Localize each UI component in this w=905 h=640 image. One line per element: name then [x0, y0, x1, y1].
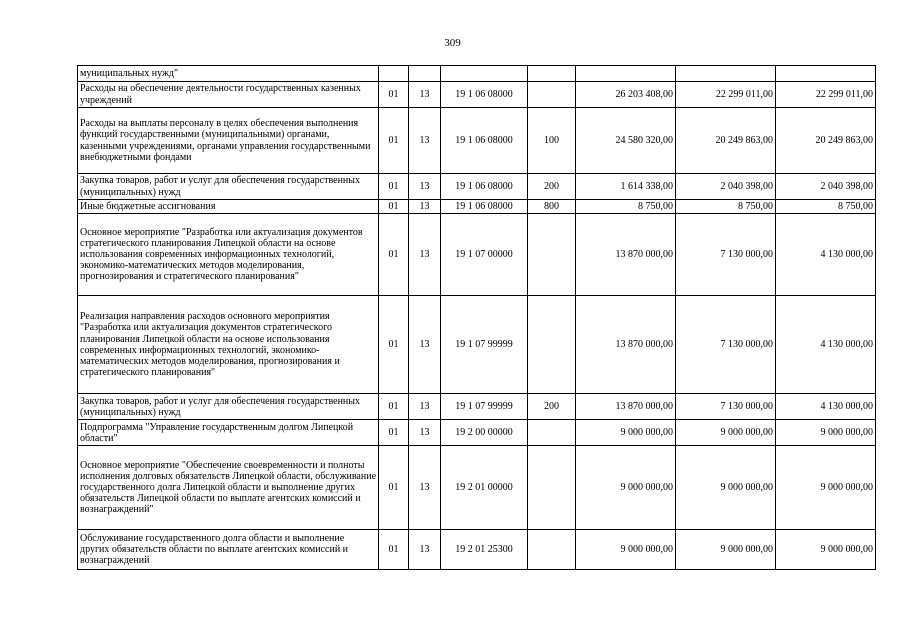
table-cell-razdel: 13 — [409, 108, 441, 174]
table-cell-razdel — [409, 66, 441, 82]
table-cell-razdel: 13 — [409, 174, 441, 200]
table-cell-ved: 01 — [379, 296, 409, 394]
table-cell-sum-year-3: 22 299 011,00 — [776, 82, 876, 108]
table-cell-sum-year-3: 2 040 398,00 — [776, 174, 876, 200]
table-cell-ved: 01 — [379, 420, 409, 446]
table-cell-sum-year-3: 20 249 863,00 — [776, 108, 876, 174]
table-cell-expense-type — [528, 530, 576, 570]
table-cell-ved — [379, 66, 409, 82]
table-cell-sum-year-1: 1 614 338,00 — [576, 174, 676, 200]
table-cell-expense-type: 200 — [528, 394, 576, 420]
table-cell-target-article: 19 1 07 00000 — [441, 214, 528, 296]
table-row — [78, 214, 876, 296]
table-row — [78, 66, 876, 82]
table-cell-expense-type — [528, 420, 576, 446]
table-row — [78, 174, 876, 200]
table-cell-sum-year-2: 20 249 863,00 — [676, 108, 776, 174]
table-row — [78, 394, 876, 420]
table-cell-expense-type — [528, 214, 576, 296]
table-cell-sum-year-2: 9 000 000,00 — [676, 446, 776, 530]
table-cell-name: Основное мероприятие "Разработка или актуализация документов стратегического планирования Липецкой области на основе использования современных информационных технологий, экономико-математических методов моделирования, прогнозирования и стратегического планирования" — [78, 214, 379, 296]
table-cell-target-article: 19 2 00 00000 — [441, 420, 528, 446]
table-cell-expense-type: 800 — [528, 200, 576, 214]
table-cell-name: Иные бюджетные ассигнования — [78, 200, 379, 214]
table-cell-ved: 01 — [379, 446, 409, 530]
table-cell-ved: 01 — [379, 108, 409, 174]
table-cell-sum-year-1: 26 203 408,00 — [576, 82, 676, 108]
table-cell-sum-year-3: 8 750,00 — [776, 200, 876, 214]
table-cell-sum-year-2 — [676, 66, 776, 82]
table-cell-target-article: 19 1 06 08000 — [441, 200, 528, 214]
table-cell-name: Расходы на выплаты персоналу в целях обеспечения выполнения функций государственными (муниципальными) органами, казенными учреждениями, органами управления государственными внебюджетными фондами — [78, 108, 379, 174]
table-cell-sum-year-1: 8 750,00 — [576, 200, 676, 214]
table-cell-sum-year-3 — [776, 66, 876, 82]
table-cell-name: Закупка товаров, работ и услуг для обеспечения государственных (муниципальных) нужд — [78, 174, 379, 200]
table-cell-sum-year-2: 7 130 000,00 — [676, 394, 776, 420]
table-cell-name: Реализация направления расходов основного мероприятия "Разработка или актуализация документов стратегического планирования Липецкой области на основе использования современных информационных технологий, экономико-математических методов моделирования, прогнозирования и стратегического планирования" — [78, 296, 379, 394]
table-cell-razdel: 13 — [409, 446, 441, 530]
table-cell-razdel: 13 — [409, 420, 441, 446]
table-cell-expense-type: 100 — [528, 108, 576, 174]
table-cell-sum-year-1: 13 870 000,00 — [576, 214, 676, 296]
table-cell-sum-year-2: 22 299 011,00 — [676, 82, 776, 108]
table-row — [78, 108, 876, 174]
table-cell-target-article: 19 1 07 99999 — [441, 394, 528, 420]
table-cell-razdel: 13 — [409, 200, 441, 214]
table-cell-sum-year-3: 9 000 000,00 — [776, 530, 876, 570]
table-cell-name: Основное мероприятие "Обеспечение своевременности и полноты исполнения долговых обязательств Липецкой области, обслуживание государственного долга Липецкой области и выполнение других обязательств Липецкой области по выплате агентских комиссий и вознаграждений" — [78, 446, 379, 530]
table-cell-name: Закупка товаров, работ и услуг для обеспечения государственных (муниципальных) нужд — [78, 394, 379, 420]
table-cell-ved: 01 — [379, 174, 409, 200]
table-cell-expense-type — [528, 82, 576, 108]
table-cell-expense-type — [528, 446, 576, 530]
table-cell-target-article: 19 2 01 00000 — [441, 446, 528, 530]
budget-table — [77, 65, 876, 570]
table-cell-sum-year-1 — [576, 66, 676, 82]
table-cell-sum-year-2: 8 750,00 — [676, 200, 776, 214]
table-cell-razdel: 13 — [409, 296, 441, 394]
table-cell-sum-year-1: 24 580 320,00 — [576, 108, 676, 174]
table-cell-name: Подпрограмма "Управление государственным долгом Липецкой области" — [78, 420, 379, 446]
page-number: 309 — [444, 37, 461, 49]
table-cell-target-article — [441, 66, 528, 82]
table-cell-razdel: 13 — [409, 214, 441, 296]
table-cell-sum-year-1: 13 870 000,00 — [576, 394, 676, 420]
table-cell-sum-year-1: 9 000 000,00 — [576, 530, 676, 570]
table-cell-ved: 01 — [379, 394, 409, 420]
table-cell-sum-year-3: 4 130 000,00 — [776, 296, 876, 394]
table-cell-expense-type — [528, 66, 576, 82]
table-cell-ved: 01 — [379, 214, 409, 296]
table-cell-razdel: 13 — [409, 82, 441, 108]
table-row — [78, 296, 876, 394]
table-cell-sum-year-2: 7 130 000,00 — [676, 296, 776, 394]
table-cell-expense-type: 200 — [528, 174, 576, 200]
table-cell-ved: 01 — [379, 200, 409, 214]
table-cell-sum-year-2: 7 130 000,00 — [676, 214, 776, 296]
table-row — [78, 200, 876, 214]
table-cell-target-article: 19 1 07 99999 — [441, 296, 528, 394]
table-cell-expense-type — [528, 296, 576, 394]
table-cell-target-article: 19 2 01 25300 — [441, 530, 528, 570]
table-cell-sum-year-3: 4 130 000,00 — [776, 394, 876, 420]
table-cell-sum-year-1: 9 000 000,00 — [576, 420, 676, 446]
table-row — [78, 82, 876, 108]
table-cell-sum-year-1: 13 870 000,00 — [576, 296, 676, 394]
table-cell-sum-year-2: 9 000 000,00 — [676, 420, 776, 446]
table-row — [78, 420, 876, 446]
table-row — [78, 530, 876, 570]
table-cell-target-article: 19 1 06 08000 — [441, 108, 528, 174]
table-cell-sum-year-3: 9 000 000,00 — [776, 446, 876, 530]
table-cell-sum-year-1: 9 000 000,00 — [576, 446, 676, 530]
table-cell-name: Обслуживание государственного долга области и выполнение других обязательств области по выплате агентских комиссий и вознаграждений — [78, 530, 379, 570]
table-cell-razdel: 13 — [409, 530, 441, 570]
table-cell-razdel: 13 — [409, 394, 441, 420]
table-cell-sum-year-2: 9 000 000,00 — [676, 530, 776, 570]
table-cell-sum-year-3: 9 000 000,00 — [776, 420, 876, 446]
table-cell-target-article: 19 1 06 08000 — [441, 174, 528, 200]
table-cell-name: Расходы на обеспечение деятельности государственных казенных учреждений — [78, 82, 379, 108]
table-cell-target-article: 19 1 06 08000 — [441, 82, 528, 108]
table-cell-sum-year-3: 4 130 000,00 — [776, 214, 876, 296]
table-cell-ved: 01 — [379, 82, 409, 108]
table-row — [78, 446, 876, 530]
table-cell-ved: 01 — [379, 530, 409, 570]
table-cell-name: муниципальных нужд" — [78, 66, 379, 82]
table-cell-sum-year-2: 2 040 398,00 — [676, 174, 776, 200]
